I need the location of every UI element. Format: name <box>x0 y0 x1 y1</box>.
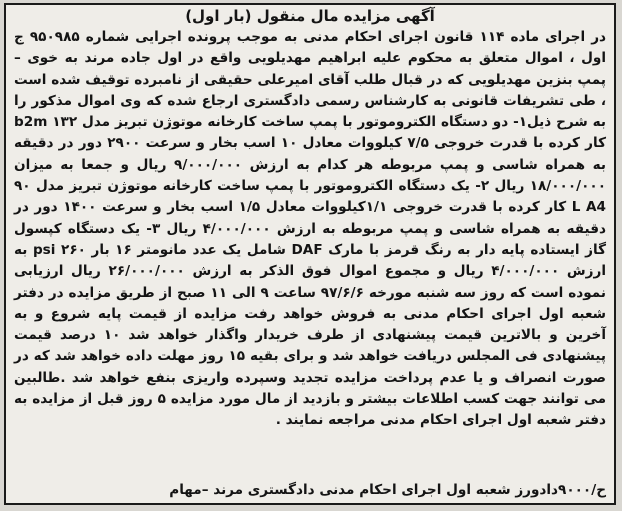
notice-body <box>14 27 606 432</box>
notice-signature: ح/۹۰۰۰دادورز شعبه اول اجرای احکام مدنی دادگستری مرند –مهام <box>169 482 606 498</box>
auction-notice <box>4 3 616 505</box>
notice-title: آگهی مزایده مال منقول (بار اول) <box>185 7 435 25</box>
notice-body-text: در اجرای ماده ۱۱۴ قانون اجرای احکام مدنی به موجب پرونده اجرایی شماره ۹۵۰۹۸۵ ج اول ، اموال متعلق به محکوم علیه ابراهیم مهدیلویی واقع در اول جاده مرند به خوی – پمپ بنزین مهدیلویی که در قبال طلب آقای امیرعلی حقیقی از نامبرده توقیف شده است ، طی تشریفات قانونی به کارشناس رسمی دادگستری ارجاع شده که وی اموال مذکور را به شرح ذیل۱- دو دستگاه الکتروموتور با پمپ ساخت کارخانه موتوژن تبریز مدل b2m ۱۳۲ کار کرده با قدرت خروجی ۷/۵ کیلووات معادل ۱۰ اسب بخار و سرعت ۲۹۰۰ دور در دقیقه به همراه شاسی و پمپ مربوطه هر کدام به ارزش ۹/۰۰۰/۰۰۰ ریال و جمعا به میزان ۱۸/۰۰۰/۰۰۰ ریال ۲- یک دستگاه الکتروموتور با پمپ ساخت کارخانه موتوژن تبریز مدل ۹۰ L A4 کار کرده با قدرت خروجی ۱/۱کیلووات معادل ۱/۵ اسب بخار و سرعت ۱۴۰۰ دور در دقیقه به همراه شاسی و پمپ مربوطه به ارزش ۴/۰۰۰/۰۰۰ ریال ۳- یک دستگاه کپسول گاز ایستاده پایه دار به رنگ قرمز با مارک DAF شامل یک عدد مانومتر ۱۶ بار psi ۲۶۰ به ارزش ۴/۰۰۰/۰۰۰ ریال و مجموع اموال فوق الذکر به ارزش ۲۶/۰۰۰/۰۰۰ ریال ارزیابی نموده است که روز سه شنبه مورخه ۹۷/۶/۶ ساعت ۹ الی ۱۱ صبح از طریق مزایده در دفتر شعبه اول اجرای احکام مدنی به فروش خواهد رفت مزایده از قیمت پایه شروع و به آخرین و بالاترین قیمت پیشنهادی از طرف خریدار واگذار خواهد شد ۱۰ درصد قیمت پیشنهادی فی المجلس دریافت خواهد شد و برای بقیه ۱۵ روز مهلت داده خواهد شد که در صورت انصراف و یا عدم پرداخت مزایده تجدید وسپرده واریزی بنفع خواهد شد .طالبین می توانند جهت کسب اطلاعات بیشتر و بازدید از مال مورد مزایده ۵ روز قبل از مزایده به دفتر شعبه اول اجرای احکام مدنی مراجعه نمایند . <box>14 29 607 429</box>
